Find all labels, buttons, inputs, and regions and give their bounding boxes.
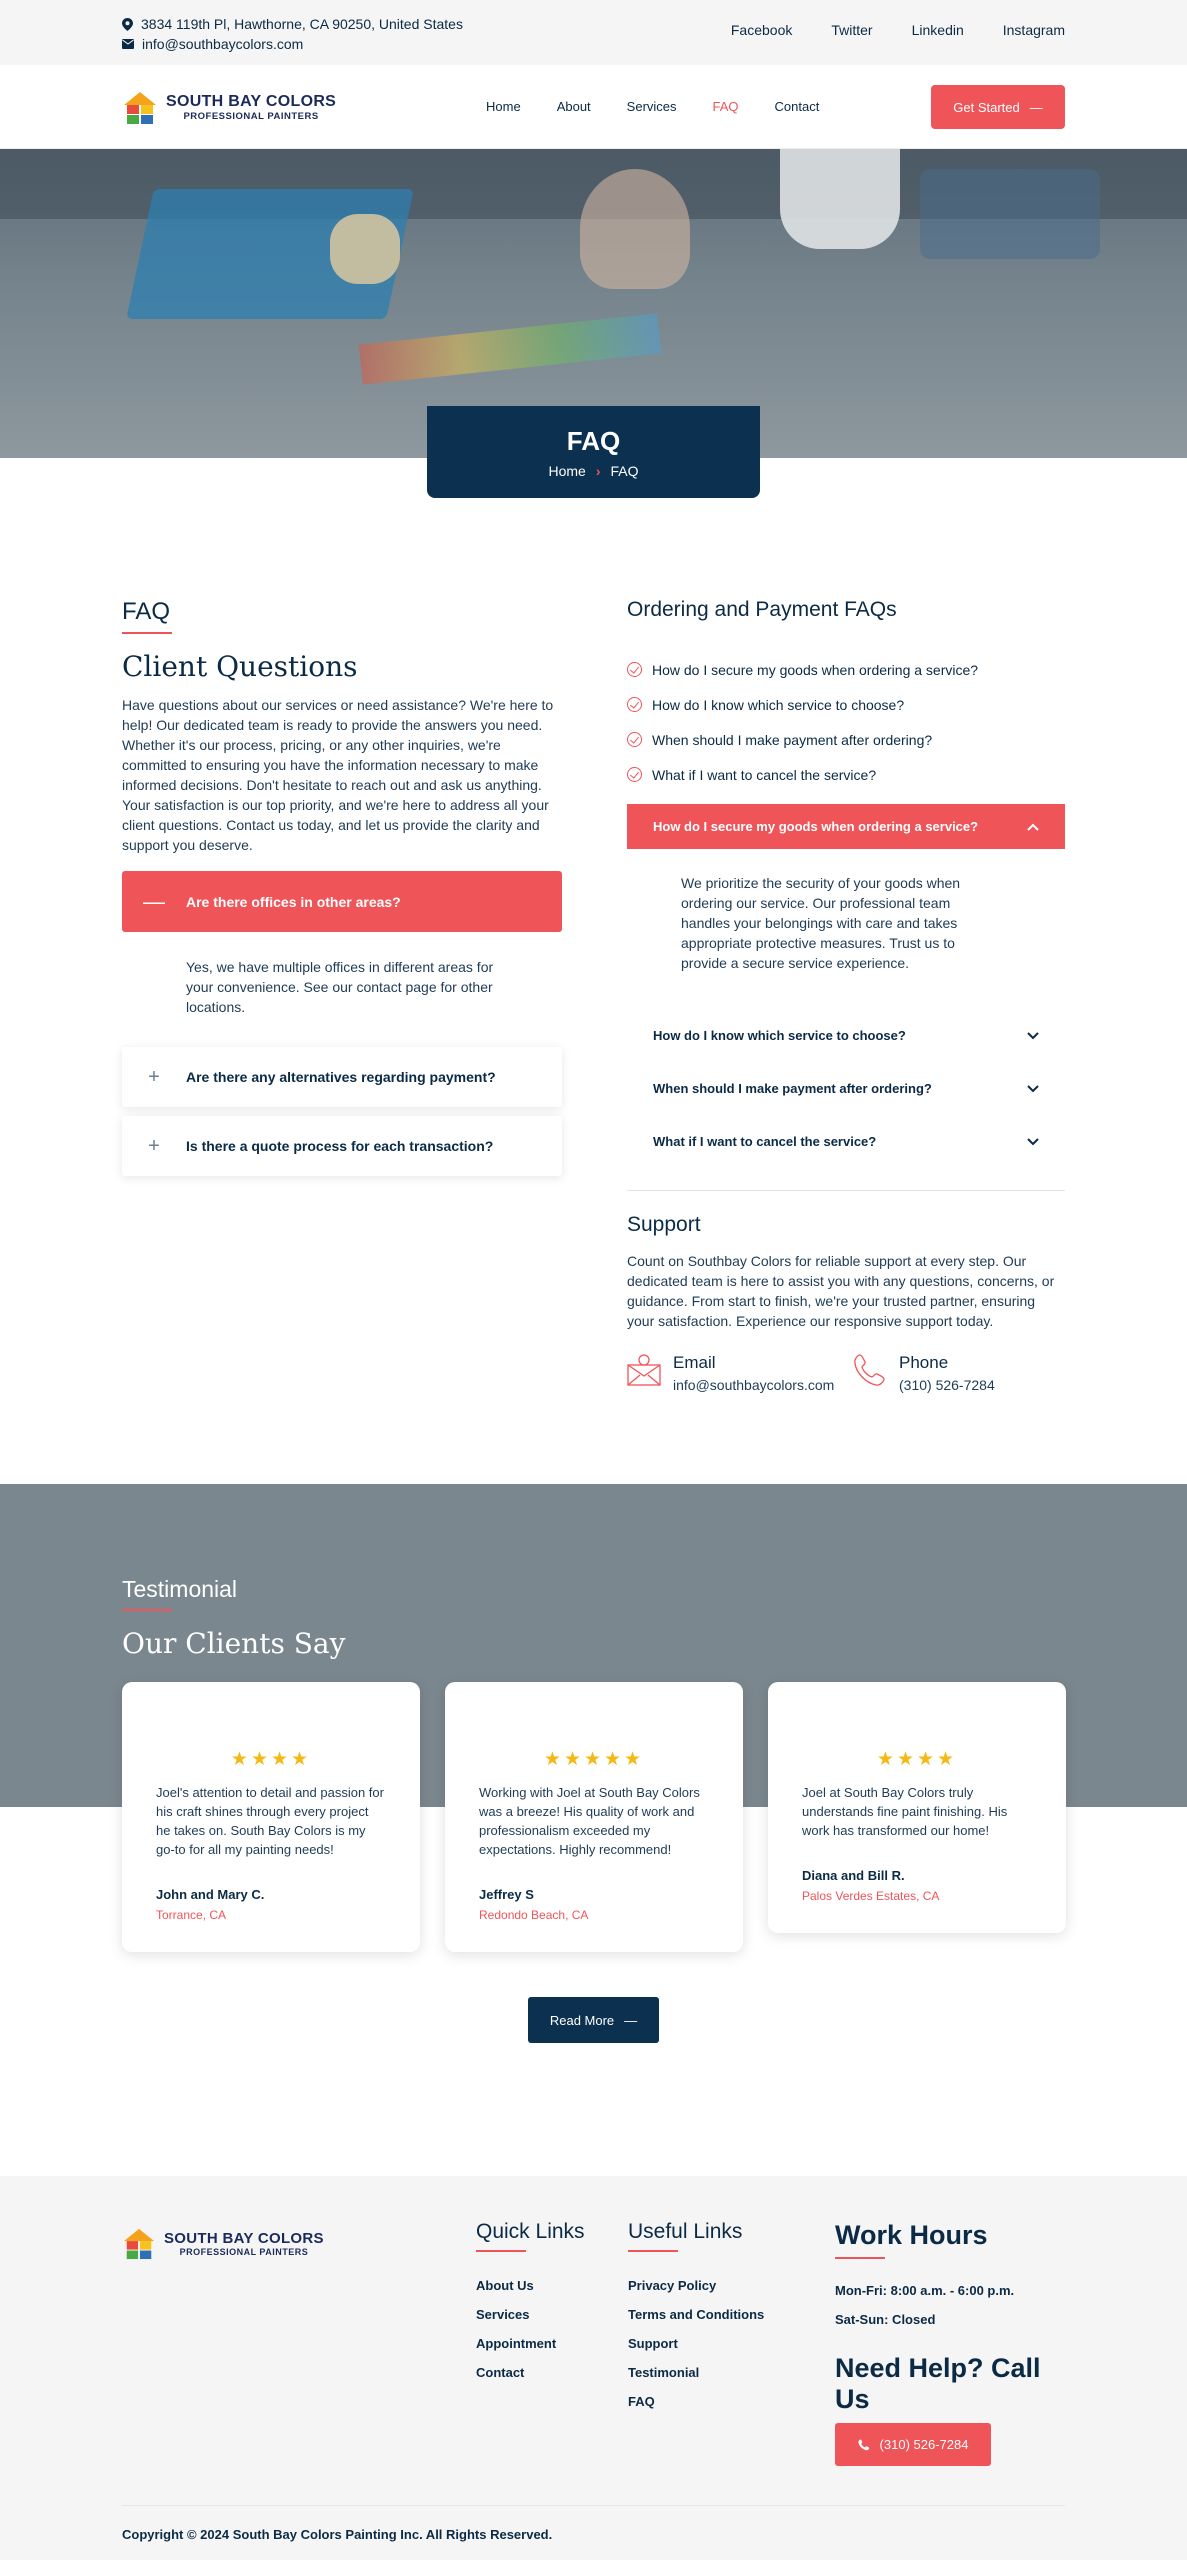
page-title: FAQ [566,426,621,456]
phone-value[interactable]: (310) 526-7284 [899,1377,995,1393]
footer-link-privacy[interactable]: Privacy Policy [628,2278,717,2293]
accordion-question: How do I know which service to choose? [653,1028,906,1043]
star-rating: ★★★★ [876,1749,958,1770]
check-circle-icon [627,767,642,782]
client-name: Diana and Bill R. [802,1868,905,1883]
facebook-link[interactable]: Facebook [730,22,793,38]
plus-icon: + [148,1134,160,1157]
quick-links [476,2220,585,2394]
logo-subtitle: PROFESSIONAL PAINTERS [183,110,319,122]
mail-icon [627,1353,661,1387]
hero-color-swatches [359,313,662,384]
testimonial-quote: Joel's attention to detail and passion for his craft shines through every project he takes on. South Bay Colors is my go-to for all my painting needs! [156,1785,384,1857]
accordion-payment-timing[interactable] [627,1062,1065,1115]
footer-link-support[interactable]: Support [628,2336,678,2351]
client-name: John and Mary C. [156,1887,265,1902]
hours-weekend: Sat-Sun: Closed [835,2312,936,2327]
section-label: FAQ [122,598,171,625]
location-pin-icon [122,18,133,31]
star-rating: ★★★★★ [543,1749,645,1770]
help-title: Need Help? Call Us [835,2353,1041,2414]
twitter-link[interactable]: Twitter [831,22,873,38]
label-underline [122,632,172,634]
email-value[interactable]: info@southbaycolors.com [673,1377,835,1393]
footer-link-terms[interactable]: Terms and Conditions [628,2307,765,2322]
chevron-down-icon [1027,1085,1039,1093]
accordion-question: Is there a quote process for each transaction? [186,1138,494,1154]
accordion-payment-alternatives[interactable] [122,1047,562,1107]
testimonial-label: Testimonial [122,1576,238,1602]
section-divider [627,1190,1065,1191]
house-logo-icon [122,89,158,125]
footer-link-testimonial[interactable]: Testimonial [628,2365,700,2380]
hero-paint-can [780,149,900,249]
nav-services[interactable]: Services [626,99,677,114]
support-text: Count on Southbay Colors for reliable support at every step. Our dedicated team is here to assist you with any questions, concerns, or guidance. From start to finish, we're your trusted partner, ensuring your satisfaction. Experience our responsive support today. [627,1253,1055,1329]
hero-jeans [920,169,1100,259]
client-questions-section [122,598,562,1185]
nav-faq[interactable]: FAQ [712,99,739,114]
footer-link-appointment[interactable]: Appointment [476,2336,557,2351]
breadcrumb-home[interactable]: Home [548,463,586,479]
dash-arrow-icon: — [1029,99,1043,115]
chevron-up-icon [1027,823,1039,831]
footer-link-faq[interactable]: FAQ [628,2394,655,2409]
accordion-secure-goods-header[interactable] [627,804,1065,849]
accordion-question: How do I secure my goods when ordering a service? [653,819,979,834]
list-item[interactable]: How do I know which service to choose? [627,687,1065,722]
check-circle-icon [627,662,642,677]
call-button[interactable] [835,2423,991,2466]
page-title-box [427,406,760,498]
logo-subtitle: PROFESSIONAL PAINTERS [179,2246,309,2257]
linkedin-link[interactable]: Linkedin [911,22,964,38]
nav-contact[interactable]: Contact [774,99,820,114]
breadcrumb [427,463,760,479]
minus-icon: — [143,888,165,914]
hours-weekday: Mon-Fri: 8:00 a.m. - 6:00 p.m. [835,2283,1015,2298]
house-logo-icon [122,2226,156,2260]
testimonial-header [122,1576,345,1660]
get-started-label: Get Started [953,99,1020,115]
footer-logo[interactable] [122,2226,324,2260]
instagram-link[interactable]: Instagram [1002,22,1065,38]
address-text: 3834 119th Pl, Hawthorne, CA 90250, United States [141,16,463,32]
phone-contact [853,1353,1065,1393]
title-underline [476,2250,526,2252]
support-heading: Support [627,1213,701,1236]
title-underline [835,2257,885,2259]
logo-title: SOUTH BAY COLORS [166,92,337,110]
list-item[interactable]: How do I secure my goods when ordering a service? [627,652,1065,687]
useful-links-title: Useful Links [628,2220,743,2243]
email-link[interactable]: info@southbaycolors.com [142,36,304,52]
phone-icon [853,1353,887,1387]
testimonial-cards [122,1682,1066,1952]
read-more-button[interactable] [528,1997,659,2043]
footer-link-contact[interactable]: Contact [476,2365,525,2380]
chevron-down-icon [1027,1138,1039,1146]
accordion-question: What if I want to cancel the service? [653,1134,877,1149]
main-nav [486,99,855,114]
address-row [122,14,463,34]
chevron-right-icon: › [595,463,601,479]
accordion-cancel-service[interactable] [627,1115,1065,1168]
faq-checklist [627,652,1065,792]
call-number: (310) 526-7284 [879,2437,969,2452]
list-item[interactable]: When should I make payment after ordering? [627,722,1065,757]
hero-paint-roller [330,214,400,284]
plus-icon: + [148,1065,160,1088]
footer-divider [122,2505,1065,2506]
accordion-answer: Yes, we have multiple offices in different areas for your convenience. See our contact page for other locations. [186,959,494,1015]
phone-icon [858,2439,870,2451]
quick-links-title: Quick Links [476,2220,585,2243]
footer-link-services[interactable]: Services [476,2307,530,2322]
get-started-button[interactable] [931,85,1065,129]
logo-title: SOUTH BAY COLORS [164,2229,324,2247]
email-contact [627,1353,839,1393]
ordering-heading: Ordering and Payment FAQs [627,598,897,621]
read-more-label: Read More [549,2012,615,2028]
email-label: Email [673,1353,716,1372]
useful-links [628,2220,764,2423]
label-underline [122,1609,172,1611]
work-hours [835,2220,1065,2466]
testimonial-heading: Our Clients Say [122,1627,346,1660]
check-circle-icon [627,697,642,712]
section-heading: Client Questions [122,650,358,683]
top-bar [0,0,1187,65]
envelope-icon [122,39,134,49]
hero-hands [580,169,690,289]
copyright: Copyright © 2024 South Bay Colors Painting Inc. All Rights Reserved. [122,2527,553,2542]
work-hours-title: Work Hours [835,2220,988,2250]
testimonial-quote: Joel at South Bay Colors truly understands fine paint finishing. His work has transformed our home! [802,1785,1008,1838]
contact-info [627,1353,1065,1393]
nav-home[interactable]: Home [486,99,521,114]
client-location: Palos Verdes Estates, CA [802,1889,940,1903]
dash-arrow-icon: — [624,2012,638,2028]
accordion-quote-process[interactable] [122,1116,562,1176]
breadcrumb-current: FAQ [610,463,639,479]
accordion-question: Are there any alternatives regarding payment? [186,1069,496,1085]
site-logo[interactable] [122,89,336,125]
intro-text: Have questions about our services or need assistance? We're here to help! Our dedicated team is ready to provide the answers you need. Whether it's our process, pricing, or any other inquiries, we're committed to ensuring you have the information necessary to make informed decisions. Don't hesitate to reach out and ask us anything. Your satisfaction is our top priority, and we're here to address all your client questions. Contact us today, and let us provide the clarity and support you deserve. [122,697,554,853]
check-circle-icon [627,732,642,747]
testimonial-quote: Working with Joel at South Bay Colors was a breeze! His quality of work and professionalism exceeded my expectations. Highly recommend! [479,1785,700,1857]
chevron-down-icon [1027,1032,1039,1040]
accordion-answer: We prioritize the security of your goods when ordering our service. Our professional team handles your belongings with care and takes appropriate protective measures. Trust us to provide a secure service experience. [681,875,961,971]
footer-link-about[interactable]: About Us [476,2278,534,2293]
ordering-payment-section [627,598,1065,1393]
accordion-question: When should I make payment after ordering? [653,1081,932,1096]
accordion-question: Are there offices in other areas? [186,893,401,910]
testimonial-card [768,1682,1066,1933]
testimonial-card [445,1682,743,1952]
main-header [0,65,1187,149]
title-underline [628,2250,678,2252]
accordion-choose-service[interactable] [627,1009,1065,1062]
client-name: Jeffrey S [479,1887,534,1902]
list-item[interactable]: What if I want to cancel the service? [627,757,1065,792]
phone-label: Phone [899,1353,949,1372]
testimonial-card [122,1682,420,1952]
client-location: Torrance, CA [156,1908,227,1922]
star-rating: ★★★★ [230,1749,312,1770]
client-location: Redondo Beach, CA [479,1908,589,1922]
nav-about[interactable]: About [556,99,591,114]
accordion-offices-header[interactable] [122,871,562,932]
email-row [122,34,463,54]
